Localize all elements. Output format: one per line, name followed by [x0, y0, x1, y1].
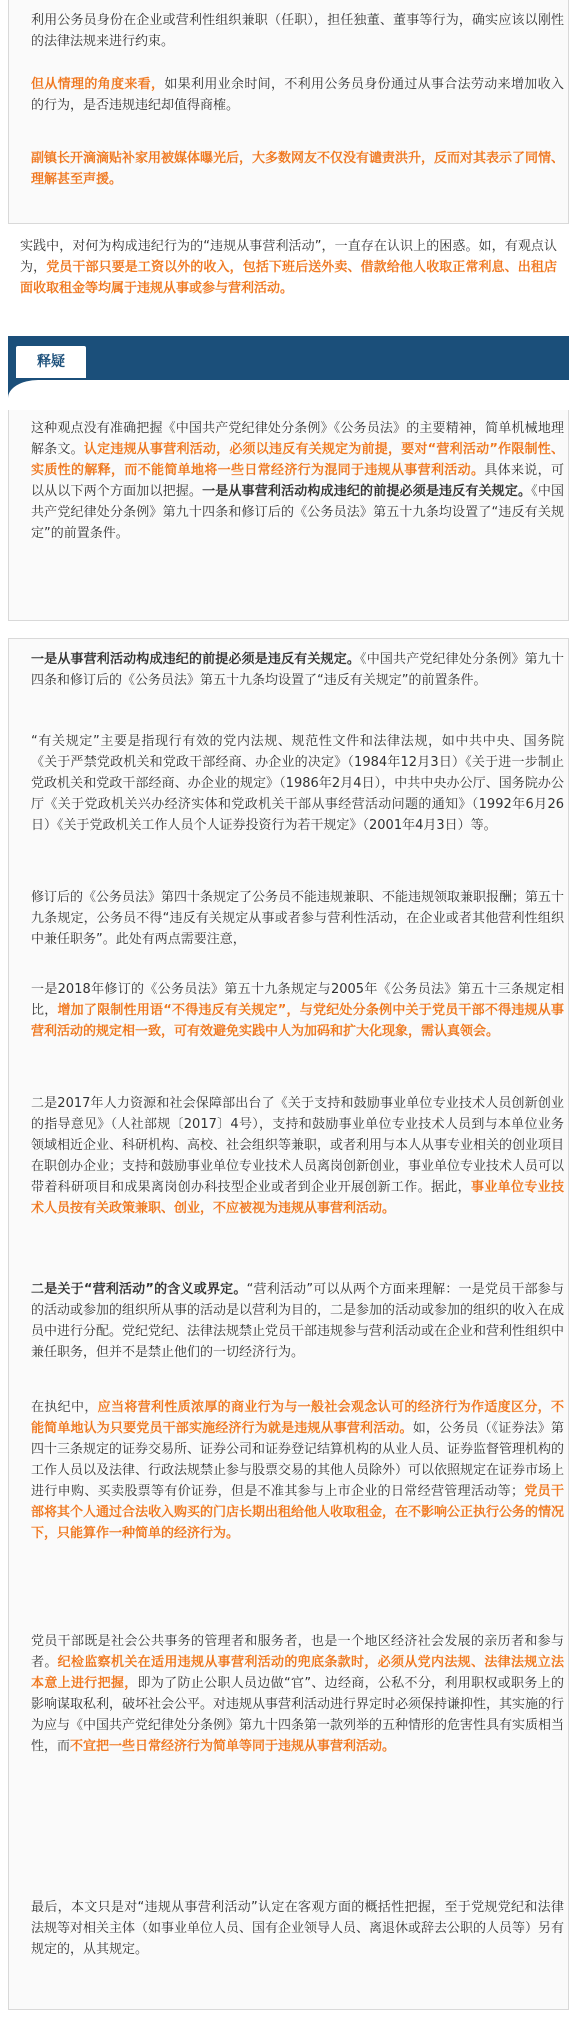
banner-tab [16, 346, 86, 378]
banner-curve [8, 380, 569, 400]
banner-label: 释疑 [37, 354, 65, 370]
paragraph: 但从情理的角度来看，如果利用业余时间，不利用公务员身份通过从事合法劳动来增加收入的行为，是否违规违纪却值得商榷。 [31, 77, 564, 113]
highlight-text: 不宜把一些日常经济行为简单等同于违规从事营利活动。 [70, 1739, 396, 1754]
highlight-text: 党员干部将其个人通过合法收入购买的门店长期出租给他人收取租金，在不影响公正执行公务的情况下，只能算作一种简单的经济行为。 [31, 1484, 565, 1541]
paragraph: 党员干部既是社会公共事务的管理者和服务者，也是一个地区经济社会发展的亲历者和参与者。纪检监察机关在适用违规从事营利活动的兜底条款时，必须从党内法规、法律法规立法本意上进行把握，即为了防止公职人员边做“官”、边经商，公私不分，利用职权或职务上的影响谋取私利，破坏社会公平。对违规从事营利活动进行界定时必须保持谦抑性，其实施的行为应与《中国共产党纪律处分条例》第九十四条第一款列举的五种情形的危害性具有实质相当性，而不宜把一些日常经济行为简单等同于违规从事营利活动。 [31, 1634, 565, 1754]
paragraph: 二是关于“营利活动”的含义或界定。“营利活动”可以从两个方面来理解：一是党员干部参与的活动或参加的组织所从事的活动是以营利为目的，二是参加的活动或参加的组织的收入在成员中进行分配。党纪党纪、法律法规禁止党员干部违规参与营利活动或在企业和营利性组织中兼任职务，但并不是禁止他们的一切经济行为。 [31, 1282, 565, 1360]
paragraph: 一是2018年修订的《公务员法》第五十九条规定与2005年《公务员法》第五十三条规定相比，增加了限制性用语“不得违反有关规定”，与党纪处分条例中关于党员干部不得违规从事营利活动的规定相一致，可有效避免实践中人为加码和扩大化现象，需认真领会。 [31, 982, 564, 1039]
section-banner [8, 336, 569, 400]
paragraph: 一是从事营利活动构成违纪的前提必须是违反有关规定。《中国共产党纪律处分条例》第九十四条和修订后的《公务员法》第五十九条均设置了“违反有关规定”的前置条件。 [31, 652, 564, 688]
paragraph: 利用公务员身份在企业或营利性组织兼职（任职），担任独董、董事等行为，确实应该以刚性的法律法规来进行约束。 [31, 13, 564, 49]
paragraph: “有关规定”主要是指现行有效的党内法规、规范性文件和法律法规，如中共中央、国务院《关于严禁党政机关和党政干部经商、办企业的决定》（1984年12月3日）《关于进一步制止党政机关和党政干部经商、办企业的规定》（1986年2月4日），中共中央办公厅、国务院办公厅《关于党政机关兴办经济实体和党政机关干部从事经营活动问题的通知》（1992年6月26日）《关于党政机关工作人员个人证券投资行为若干规定》（2001年4月3日）等。 [31, 734, 564, 833]
explanation-box [8, 410, 569, 621]
highlight-text: 事业单位专业技术人员按有关政策兼职、创业，不应被视为违规从事营利活动。 [31, 1180, 564, 1216]
paragraph: 最后，本文只是对“违规从事营利活动”认定在客观方面的概括性把握，至于党规党纪和法律法规等对相关主体（如事业单位人员、国有企业领导人员、离退休或辞去公职的人员等）另有规定的，从其规定。 [31, 1900, 565, 1957]
highlight-text: 认定违规从事营利活动，必须以违反有关规定为前提，要对“营利活动”作限制性、实质性的解释，而不能简单地将一些日常经济行为混同于违规从事营利活动。 [31, 442, 564, 478]
highlight-text: 副镇长开滴滴贴补家用被媒体曝光后，大多数网友不仅没有谴责洪升，反而对其表示了同情、理解甚至声援。 [31, 151, 565, 187]
paragraph: 实践中，对何为构成违纪行为的“违规从事营利活动”，一直存在认识上的困惑。如，有观点认为，党员干部只要是工资以外的收入，包括下班后送外卖、借款给他人收取正常利息、出租店面收取租金等均属于违规从事或参与营利活动。 [20, 239, 557, 296]
paragraph: 这种观点没有准确把握《中国共产党纪律处分条例》《公务员法》的主要精神，简单机械地理解条文。认定违规从事营利活动，必须以违反有关规定为前提，要对“营利活动”作限制性、实质性的解释，而不能简单地将一些日常经济行为混同于违规从事营利活动。具体来说，可以从以下两个方面加以把握。一是从事营利活动构成违纪的前提必须是违反有关规定。《中国共产党纪律处分条例》第九十四条和修订后的《公务员法》第五十九条均设置了“违反有关规定”的前置条件。 [31, 421, 564, 541]
paragraph: 修订后的《公务员法》第四十条规定了公务员不能违规兼职、不能违规领取兼职报酬；第五十九条规定，公务员不得“违反有关规定从事或者参与营利性活动，在企业或者其他营利性组织中兼任职务”。此处有两点需要注意， [31, 890, 565, 947]
highlight-text: 增加了限制性用语“不得违反有关规定”，与党纪处分条例中关于党员干部不得违规从事营利活动的规定相一致，可有效避免实践中人为加码和扩大化现象，需认真领会。 [31, 1003, 564, 1039]
highlight-text: 纪检监察机关在适用违规从事营利活动的兜底条款时，必须从党内法规、法律法规立法本意上进行把握， [31, 1655, 564, 1691]
highlight-text: 应当将营利性质浓厚的商业行为与一般社会观念认可的经济行为作适度区分，不能简单地认为只要党员干部实施经济行为就是违规从事营利活动。 [31, 1400, 564, 1436]
paragraph [31, 148, 564, 190]
analysis-box [8, 638, 569, 2010]
paragraph: 在执纪中，应当将营利性质浓厚的商业行为与一般社会观念认可的经济行为作适度区分，不能简单地认为只要党员干部实施经济行为就是违规从事营利活动。如，公务员（《证券法》第四十三条规定的证券交易所、证券公司和证券登记结算机构的从业人员、证券监督管理机构的工作人员以及法律、行政法规禁止参与股票交易的其他人员除外）可以依照规定在证券市场上进行申购、买卖股票等有价证券，但是不准其参与上市企业的日常经营管理活动等；党员干部将其个人通过合法收入购买的门店长期出租给他人收取租金，在不影响公正执行公务的情况下，只能算作一种简单的经济行为。 [31, 1400, 565, 1541]
highlight-text: 党员干部只要是工资以外的收入，包括下班后送外卖、借款给他人收取正常利息、出租店面收取租金等均属于违规从事或参与营利活动。 [20, 260, 557, 296]
highlight-text: 但从情理的角度来看， [31, 77, 165, 92]
quote-box-top [8, 0, 569, 224]
paragraph: 二是2017年人力资源和社会保障部出台了《关于支持和鼓励事业单位专业技术人员创新创业的指导意见》（人社部规〔2017〕4号），支持和鼓励事业单位专业技术人员到与本单位业务领域相近企业、科研机构、高校、社会组织等兼职，或者利用与本人从事专业相关的创业项目在职创办企业；支持和鼓励事业单位专业技术人员离岗创新创业，事业单位专业技术人员可以带着科研项目和成果离岗创办科技型企业或者到企业开展创新工作。据此，事业单位专业技术人员按有关政策兼职、创业，不应被视为违规从事营利活动。 [31, 1096, 565, 1216]
